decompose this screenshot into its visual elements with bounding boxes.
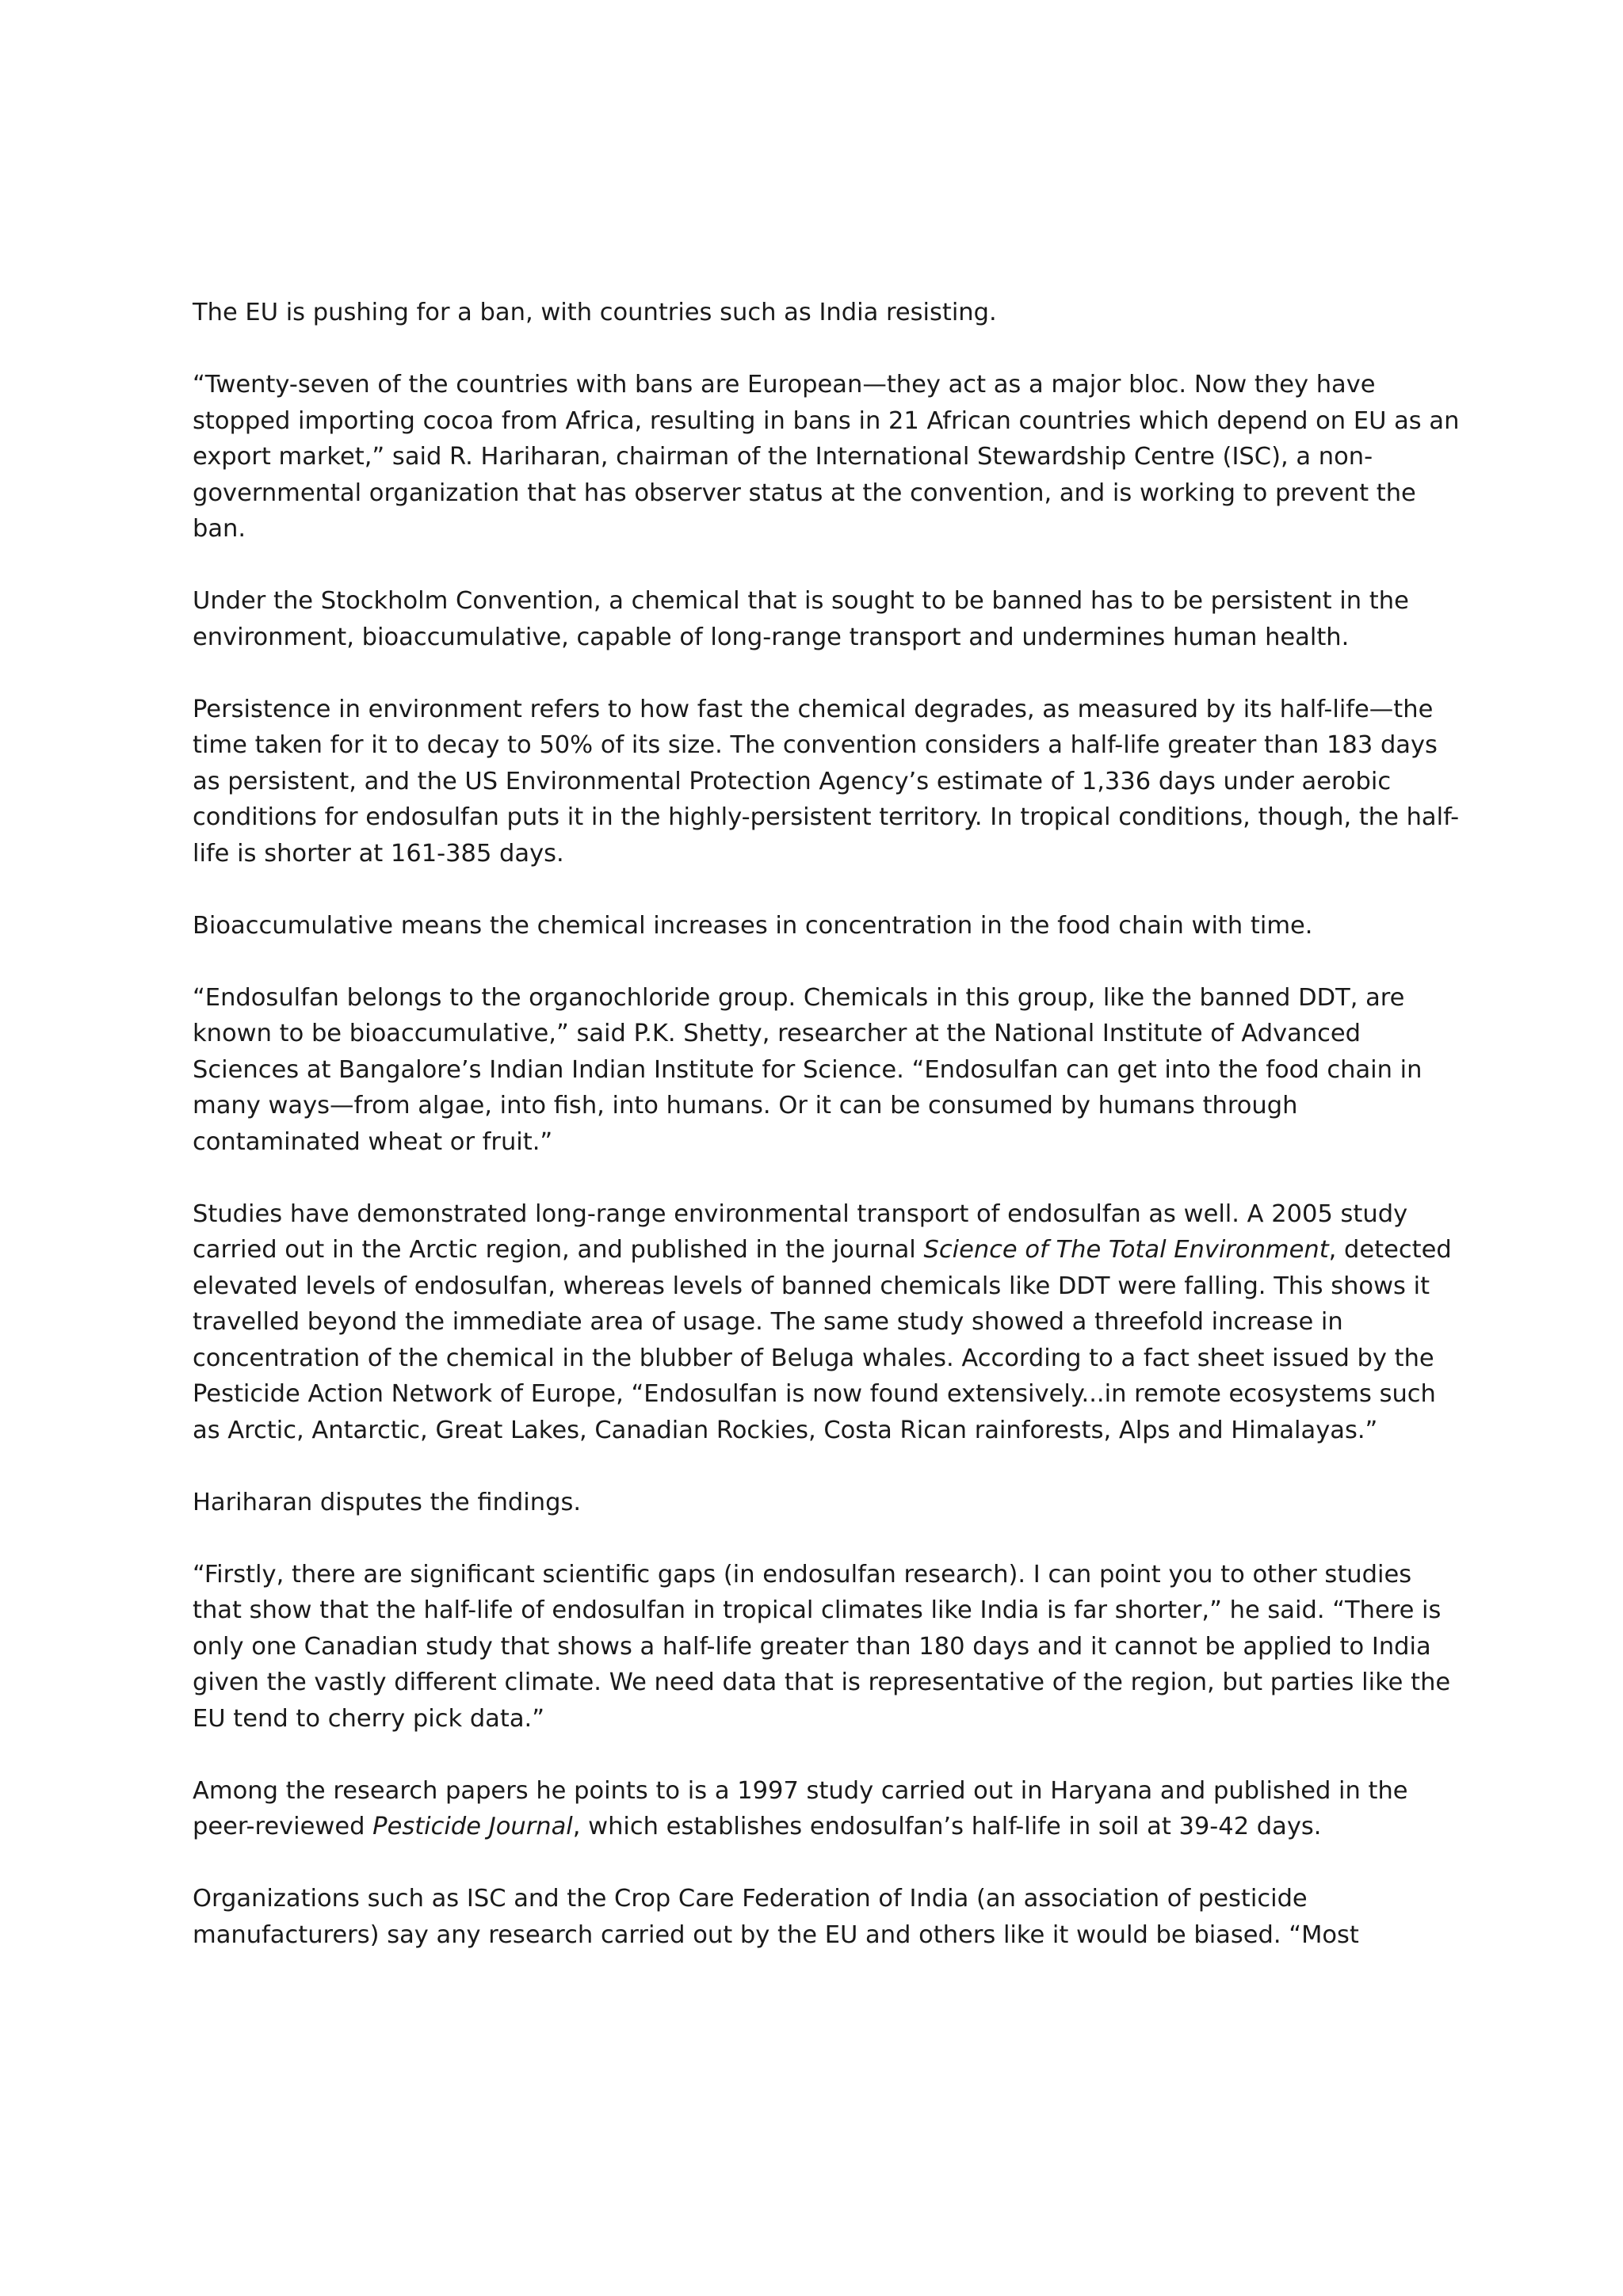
paragraph-6-text: “Endosulfan belongs to the organochloride group. Chemicals in this group, like the banned DDT, are known to be bioaccumulative,” said P.K. Shetty, researcher at the National Institute of Advanced Sciences at Bangalore’s Indian Indian Institute for Science. “Endosulfan can get into the food chain in many ways—from algae, into fish, into humans. Or it can be consumed by humans through contaminated wheat or fruit.”: [193, 983, 1423, 1156]
article-body: [193, 295, 1461, 1989]
journal-title-italic: Science of The Total Environment: [923, 1236, 1329, 1264]
paragraph-4-text: Persistence in environment refers to how fast the chemical degrades, as measured by its half-life—the time taken for it to decay to 50% of its size. The convention considers a half-life greater than 183 days as persistent, and the US Environmental Protection Agency’s estimate of 1,336 days under aerobic conditions for endosulfan puts it in the highly-persistent territory. In tropical conditions, though, the half-life is shorter at 161-385 days.: [193, 695, 1460, 868]
paragraph-9-text: “Firstly, there are significant scientific gaps (in endosulfan research). I can point you to other studies that show that the half-life of endosulfan in tropical climates like India is far shorter,” he said. “There is only one Canadian study that shows a half-life greater than 180 days and it cannot be applied to India given the vastly different climate. We need data that is representative of the region, but parties like the EU tend to cherry pick data.”: [193, 1560, 1451, 1733]
paragraph-6: [193, 980, 1461, 1161]
paragraph-11: [193, 1881, 1461, 1953]
paragraph-7: [193, 1196, 1461, 1449]
paragraph-5-text: Bioaccumulative means the chemical increases in concentration in the food chain with time.: [193, 911, 1313, 940]
paragraph-7-text-a: Studies have demonstrated long-range environmental transport of endosulfan as well. A 2005 study carried out in the Arctic region, and published in the journal: [193, 1199, 1408, 1264]
paragraph-11-text: Organizations such as ISC and the Crop Care Federation of India (an association of pesticide manufacturers) say any research carried out by the EU and others like it would be biased. “Most: [193, 1885, 1359, 1949]
paragraph-1-text: The EU is pushing for a ban, with countries such as India resisting.: [193, 299, 997, 326]
paragraph-2-text: “Twenty-seven of the countries with bans are European—they act as a major bloc. Now they have stopped importing cocoa from Africa, resulting in bans in 21 African countries which depend on EU as an export market,” said R. Hariharan, chairman of the International Stewardship Centre (ISC), a non-governmental organization that has observer status at the convention, and is working to prevent the ban.: [193, 371, 1460, 543]
paragraph-2: [193, 367, 1461, 547]
paragraph-3: [193, 583, 1461, 655]
paragraph-10-text-a: Among the research papers he points to is a 1997 study carried out in Haryana and published in the peer-reviewed: [193, 1776, 1408, 1840]
paragraph-5: [193, 908, 1461, 944]
paragraph-4: [193, 692, 1461, 872]
paragraph-10: [193, 1773, 1461, 1845]
journal-name-italic: Pesticide Journal: [372, 1813, 573, 1840]
paragraph-9: [193, 1557, 1461, 1737]
paragraph-8-text: Hariharan disputes the findings.: [193, 1488, 582, 1516]
paragraph-8: [193, 1485, 1461, 1521]
paragraph-10-text-b: , which establishes endosulfan’s half-life in soil at 39-42 days.: [572, 1813, 1322, 1840]
paragraph-7-text-b: , detected elevated levels of endosulfan, whereas levels of banned chemicals like DDT were falling. This shows it travelled beyond the immediate area of usage. The same study showed a threefold increase in concentration of the chemical in the blubber of Beluga whales. According to a fact sheet issued by the Pesticide Action Network of Europe, “Endosulfan is now found extensively...in remote ecosystems such as Arctic, Antarctic, Great Lakes, Canadian Rockies, Costa Rican rainforests, Alps and Himalayas.”: [193, 1236, 1452, 1444]
paragraph-3-text: Under the Stockholm Convention, a chemical that is sought to be banned has to be persistent in the environment, bioaccumulative, capable of long-range transport and undermines human health.: [193, 587, 1409, 651]
paragraph-1: [193, 295, 1461, 331]
